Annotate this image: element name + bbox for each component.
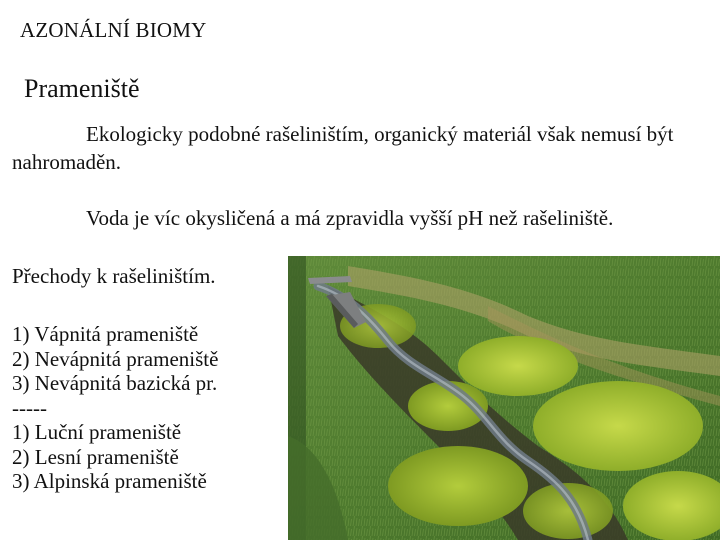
spring-types-list	[12, 322, 218, 494]
transitions-heading: Přechody k rašeliništím.	[12, 264, 216, 288]
list-item: 3) Alpinská prameniště	[12, 469, 207, 493]
list-item: 2) Nevápnitá prameniště	[12, 346, 219, 371]
list-item: 1) Vápnitá prameniště	[12, 322, 199, 346]
slide-header: AZONÁLNÍ BIOMY	[20, 18, 207, 42]
list-item: 3) Nevápnitá bazická pr.	[12, 371, 218, 395]
paragraph-ecology: Ekologicky podobné rašeliništím, organický materiál však nemusí být nahromaděn.	[12, 122, 674, 174]
list-separator: -----	[12, 395, 47, 420]
spring-photo	[288, 256, 720, 540]
slide-title: Prameniště	[24, 74, 140, 103]
paragraph-water: Voda je víc okysličená a má zpravidla vyšší pH než rašeliniště.	[86, 206, 614, 230]
list-item: 2) Lesní prameniště	[12, 444, 179, 469]
spring-photo-image	[288, 256, 720, 540]
list-item: 1) Luční prameniště	[12, 420, 182, 444]
